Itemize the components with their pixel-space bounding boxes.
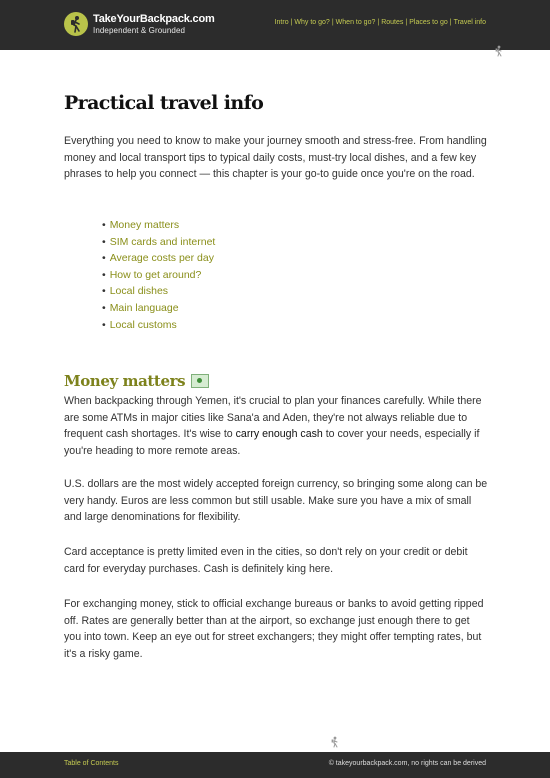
nav-intro[interactable]: Intro (274, 19, 289, 26)
section-heading (64, 372, 209, 390)
highlighted-phrase: carry enough cash (235, 428, 323, 440)
paragraph-currency: U.S. dollars are the most widely accepted foreign currency, so bringing some along can be very handy. Euros are less common but still usable. Make sure you have a mix of small and large denominations for flexibility. (64, 478, 488, 523)
logo[interactable] (64, 12, 88, 36)
brand-tagline: Independent & Grounded (93, 26, 186, 35)
paragraph-text: to cover your needs, especially if you're heading to more remote areas. (64, 428, 480, 457)
toc-link-money-matters[interactable]: Money matters (109, 219, 180, 231)
paragraph-atms (64, 393, 489, 459)
nav-travel-info[interactable]: Travel info (453, 19, 486, 26)
footer-bar (0, 752, 550, 778)
bullet: • (102, 268, 106, 281)
nav-separator: | (449, 19, 452, 26)
nav-routes[interactable]: Routes (381, 19, 404, 26)
nav-why-to-go[interactable]: Why to go? (294, 19, 330, 26)
nav-separator: | (331, 19, 334, 26)
nav-when-to-go[interactable]: When to go? (335, 19, 376, 26)
nav-separator: | (290, 19, 293, 26)
toc-link-average-costs[interactable]: Average costs per day (109, 252, 214, 265)
paragraph-cards: Card acceptance is pretty limited even in the cities, so don't rely on your credit or debit card for everyday purchases. Cash is definitely king here. (64, 546, 468, 575)
bullet: • (102, 252, 106, 265)
table-of-contents-link[interactable]: Table of Contents (64, 760, 119, 767)
copyright-notice: © takeyourbackpack.com, no rights can be derived (328, 760, 486, 767)
nav-separator: | (405, 19, 408, 26)
hiker-icon (494, 45, 503, 57)
chapter-contents-list (102, 217, 215, 333)
list-item (102, 267, 215, 284)
bullet: • (102, 285, 106, 298)
intro-paragraph: Everything you need to know to make your journey smooth and stress-free. From handling money and local transport tips to typical daily costs, must-try local dishes, and a few key phrases to help you connect — this chapter is your go-to guide once you're on the road. (64, 135, 487, 180)
header-bar (0, 0, 550, 50)
bullet: • (102, 235, 106, 248)
list-item (102, 317, 215, 334)
page-title: Practical travel info (64, 92, 264, 114)
hiker-icon (330, 736, 339, 748)
bullet: • (102, 219, 106, 231)
paragraph-text: When backpacking through Yemen, it's crucial to plan your finances carefully. While there are some ATMs in major cities like Sana'a and Aden, they're not always reliable due to frequent cash shortages. It's wise to (64, 395, 482, 440)
list-item (102, 234, 215, 251)
nav-places-to-go[interactable]: Places to go (409, 19, 448, 26)
list-item (102, 283, 215, 300)
brand-name[interactable]: TakeYourBackpack.com (93, 13, 215, 25)
toc-link-main-language[interactable]: Main language (109, 301, 179, 314)
paragraph-exchange: For exchanging money, stick to official exchange bureaus or banks to avoid getting ripped off. Rates are generally better than at the airport, so exchange just enough there to get you into town. Keep an eye out for street exchangers; they might offer tempting rates, but it's a risky game. (64, 598, 484, 660)
top-navigation (275, 19, 486, 26)
hiker-logo-icon (68, 15, 84, 33)
bullet: • (102, 318, 106, 331)
nav-separator: | (377, 19, 380, 26)
bullet: • (102, 301, 106, 314)
section-heading-text: Money matters (64, 372, 186, 390)
list-item (102, 300, 215, 317)
toc-link-local-dishes[interactable]: Local dishes (109, 285, 169, 298)
money-icon (191, 374, 209, 388)
toc-link-sim-cards[interactable]: SIM cards and internet (109, 235, 216, 248)
list-item (102, 217, 215, 234)
toc-link-local-customs[interactable]: Local customs (109, 318, 177, 331)
toc-link-get-around[interactable]: How to get around? (109, 268, 202, 281)
list-item (102, 250, 215, 267)
